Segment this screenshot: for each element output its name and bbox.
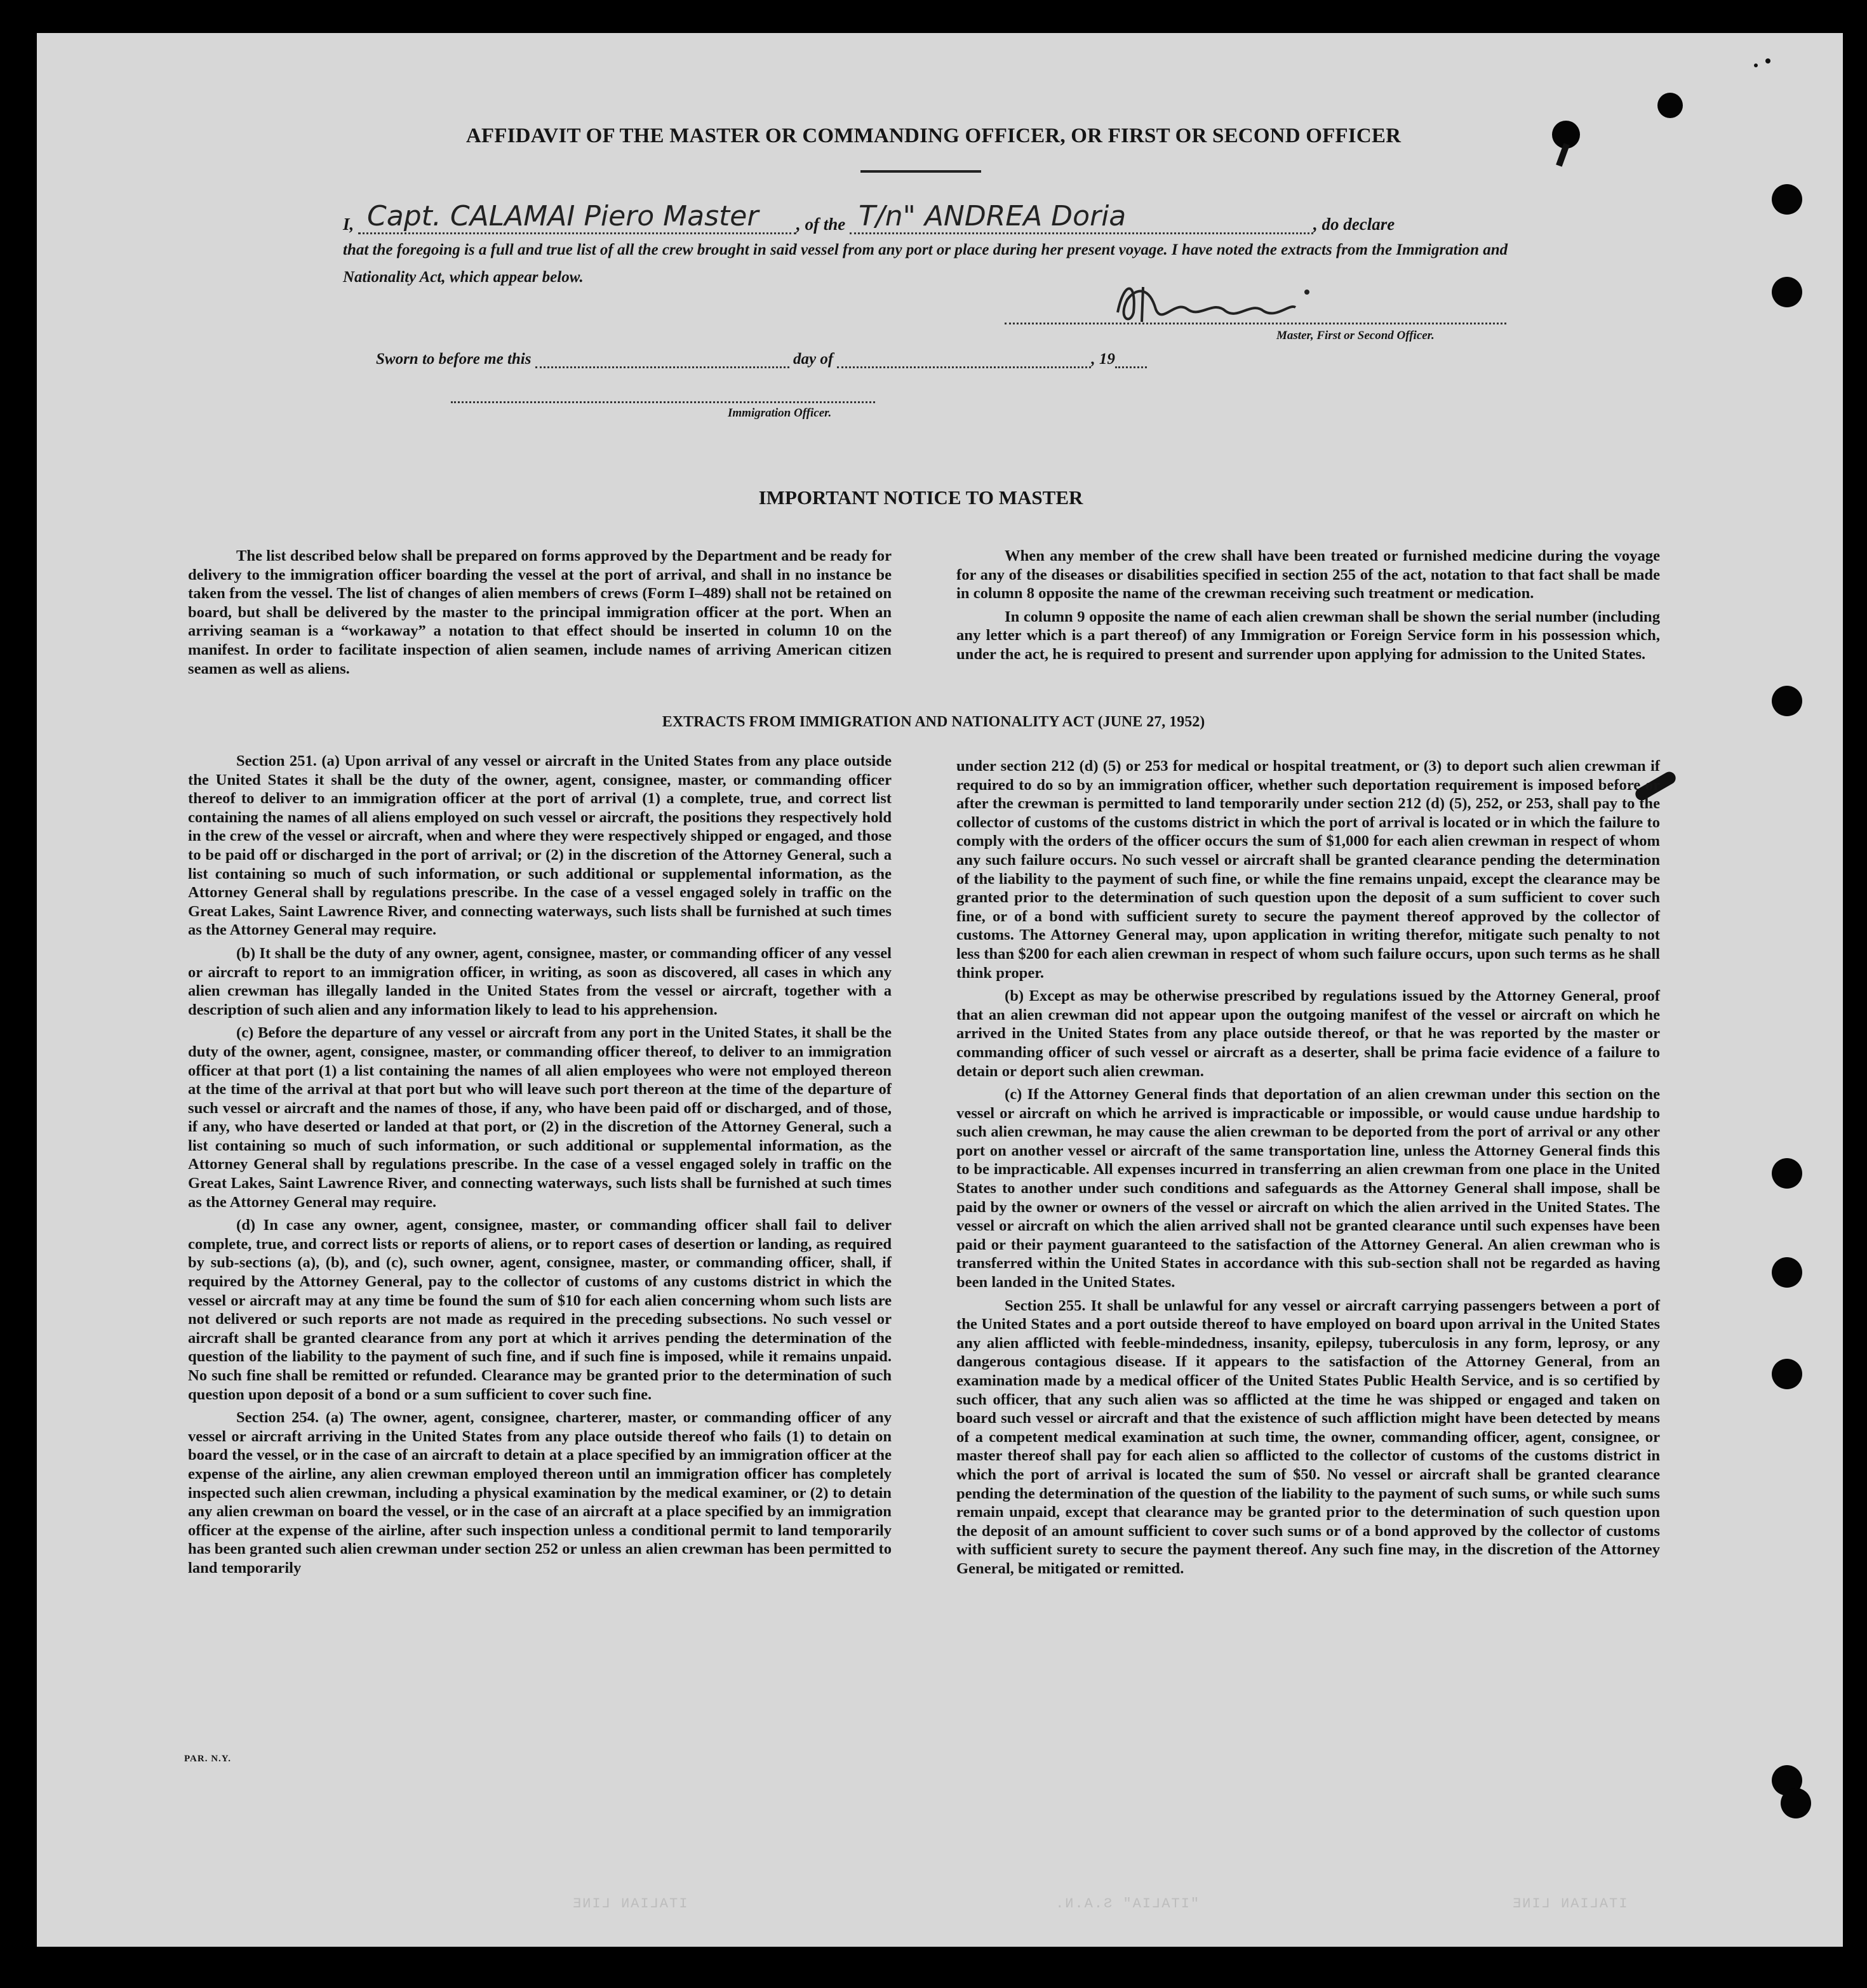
declare-label: , do declare <box>1313 215 1395 234</box>
punch-hole <box>1772 1158 1802 1189</box>
sworn-line <box>376 350 1265 368</box>
declaration-text: that the foregoing is a full and true list of all the crew brought in said vessel from any port or place during her present voyage. I have noted the extracts from the Immigration and Nationality Act, which appear below. <box>343 241 1508 286</box>
print-mark: PAR. N.Y. <box>184 1754 232 1764</box>
vessel-name-field[interactable] <box>850 200 1313 234</box>
declaration-line <box>343 200 1511 234</box>
extracts-left-column <box>188 752 892 1578</box>
ink-mark <box>1754 63 1758 67</box>
notice-heading: IMPORTANT NOTICE TO MASTER <box>758 486 1083 509</box>
master-name-field[interactable] <box>358 200 796 234</box>
punch-hole <box>1772 1257 1802 1288</box>
section-254b: (b) Except as may be otherwise prescribed by regulations issued by the Attorney General, proof that an alien crewman did not appear upon the outgoing manifest of the vessel or aircraft on which he arrived in the United States from any place outside thereof, or that he was reported by the master or commanding officer of such vessel or aircraft as a deserter, shall be prima facie evidence of a failure to detain or deport such alien crewman. <box>956 987 1660 1080</box>
vessel-name-handwritten: T/n" ANDREA Doria <box>859 200 1127 232</box>
day-of-label: day of <box>793 350 834 368</box>
bleed-through-stamp: ITALIAN LINE <box>1511 1896 1628 1912</box>
bleed-through-stamp: "ITALIA" S.A.N. <box>1054 1896 1200 1912</box>
title-divider <box>860 170 981 173</box>
section-254c: (c) If the Attorney General finds that deportation of an alien crewman under this section on the vessel or aircraft on which he arrived is impracticable or impossible, or would cause undue hardship to such alien crewman, he may cause the alien crewman to be deported from the port of arrival or any other port on another vessel or aircraft of the same transportation line, unless the Attorney General finds this to be impracticable. All expenses incurred in transferring an alien crewman from one place in the United States to another under such conditions and safeguards as the Attorney General shall impose, shall be paid by the owner or owners of the vessel or aircraft on which the alien arrived in the United States. The vessel or aircraft on which the alien arrived shall not be granted clearance until such expenses have been paid or their payment guaranteed to the satisfaction of the Attorney General. An alien crewman who is transferred within the United States in accordance with this sub-section shall not be regarded as having been landed in the United States. <box>956 1086 1660 1291</box>
section-251d: (d) In case any owner, agent, consignee, master, or commanding officer shall fail to deliver complete, true, and correct lists or reports of aliens, or to report cases of desertion or landing, as required by sub-sections (a), (b), and (c), such owner, agent, consignee, master, or commanding officer, shall, if required by the Attorney General, pay to the collector of customs of any customs district in which the vessel or aircraft may at any time be found the sum of $10 for each alien concerning whom such lists are not delivered or such reports are not made as required in the preceding subsections. No such vessel or aircraft shall be granted clearance from any port at which it arrives pending the determination of the question of the liability to the payment of such fine, and if such fine is imposed, while it remains unpaid. No such fine shall be remitted or refunded. Clearance may be granted prior to the determination of such question upon deposit of a bond or a sum sufficient to cover such fine. <box>188 1217 892 1403</box>
bleed-through-stamp: ITALIAN LINE <box>572 1896 688 1912</box>
punch-hole <box>1772 184 1802 215</box>
signature-line[interactable] <box>1005 323 1506 324</box>
sworn-day-field[interactable] <box>535 352 789 368</box>
immigration-officer-caption: Immigration Officer. <box>728 406 832 420</box>
year-prefix: , 19 <box>1091 350 1115 368</box>
sworn-month-field[interactable] <box>837 352 1091 368</box>
section-254a: Section 254. (a) The owner, agent, consignee, charterer, master, or commanding officer of any vessel or aircraft arriving in the United States from any place outside thereof who fails (1) to detain on board the vessel, or in the case of an aircraft to detain at a place specified by an immigration officer at the expense of the airline, any alien crewman employed thereon until an immigration officer has completely inspected such alien crewman, including a physical examination by the medical examiner, or (2) to detain any alien crewman on board the vessel, or in the case of an aircraft at a place specified by an immigration officer at the expense of the airline, after such inspection unless a conditional permit to land temporarily has been granted such alien crewman under section 252 or unless an alien crewman has been permitted to land temporarily <box>188 1409 892 1577</box>
notice-right-paragraph: In column 9 opposite the name of each alien crewman shall be shown the serial number (including any letter which is a part thereof) of any Immigration or Foreign Service form in his possession which, under the act, he is required to present and surrender upon applying for admission to the United States. <box>956 608 1660 663</box>
section-251b: (b) It shall be the duty of any owner, agent, consignee, master, or commanding officer of any vessel or aircraft to report to an immigration officer, in writing, as soon as discovered, all cases in which any alien crewman has illegally landed in the United States from the vessel or aircraft, together with a description of such alien and any information likely to lead to his apprehension. <box>188 944 892 1018</box>
extracts-right-column <box>956 757 1660 1578</box>
sworn-prefix: Sworn to before me this <box>376 350 532 368</box>
of-the-label: , of the <box>796 215 846 234</box>
immigration-officer-line[interactable] <box>451 401 875 403</box>
extracts-heading: EXTRACTS FROM IMMIGRATION AND NATIONALITY ACT (JUNE 27, 1952) <box>662 714 1205 730</box>
section-251a: Section 251. (a) Upon arrival of any vessel or aircraft in the United States from any place outside the United States it shall be the duty of the owner, agent, consignee, master, or commanding officer thereof to deliver to an immigration officer at the port of arrival (1) a complete, true, and correct list containing the names of all aliens employed on such vessel or aircraft, the positions they respectively hold in the crew of the vessel or aircraft, when and where they were respectively shipped or engaged, and those to be paid off or discharged in the port of arrival; or (2) in the discretion of the Attorney General, such a list containing so much of such information, or such additional or supplemental information, as the Attorney General shall by regulations prescribe. In the case of a vessel engaged solely in traffic on the Great Lakes, Saint Lawrence River, and connecting waterways, such lists shall be furnished at such times as the Attorney General may require. <box>188 752 892 939</box>
master-name-handwritten: Capt. CALAMAI Piero Master <box>367 200 759 232</box>
notice-left-column <box>188 547 892 678</box>
punch-hole <box>1772 686 1802 716</box>
notice-left-paragraph: The list described below shall be prepared on forms approved by the Department and be ready for delivery to the immigration officer boarding the vessel at the port of arrival, and shall in no instance be taken from the vessel. The list of changes of alien members of crews (Form I–489) shall not be retained on board, but shall be delivered by the master to the principal immigration officer at the port. When an arriving seaman is a “workaway” a notation to that effect should be inserted in column 10 on the manifest. In order to facilitate inspection of alien seamen, include names of arriving American citizen seamen as well as aliens. <box>188 547 892 677</box>
punch-hole <box>1781 1788 1811 1818</box>
section-255: Section 255. It shall be unlawful for any vessel or aircraft carrying passengers between a port of the United States and a port outside thereof to have employed on board upon arrival in the United States any alien afflicted with feeble-mindedness, insanity, epilepsy, tuberculosis in any form, leprosy, or any dangerous contagious disease. If it appears to the satisfaction of the Attorney General, from an examination made by a medical officer of the United States Public Health Service, and is so certified by such officer, that any such alien was so afflicted at the time he was shipped or engaged and taken on board such vessel or aircraft and that the existence of such affliction might have been detected by means of a competent medical examination at such time, the owner, commanding officer, agent, consignee, or master thereof shall pay for each alien so afflicted to the collector of customs of the customs district in which the port of arrival is located the sum of $50. No vessel or aircraft shall be granted clearance pending the determination of the question of the liability to the payment of such sums, or while such sums remain unpaid, except that clearance may be granted prior to the determination of such question upon the deposit of an amount sufficient to cover such sums or of a bond approved by the collector of customs with sufficient surety to secure the payment thereof. Any such fine may, in the discretion of the Attorney General, be mitigated or remitted. <box>956 1297 1660 1577</box>
ink-mark <box>1765 58 1770 63</box>
section-251c: (c) Before the departure of any vessel or aircraft from any port in the United States, it shall be the duty of the owner, agent, consignee, master, or commanding officer thereof, to deliver to an immigration officer at that port (1) a list containing the names of all alien employees who were not employed thereon at the time of the arrival at that port but who will leave such port thereon at the time of the departure of such vessel or aircraft and the names of those, if any, who have been paid off or discharged, and of those, if any, who have deserted or landed at that port, or (2) in the discretion of the Attorney General, such a list containing so much of such information, or such additional or supplemental information, as the Attorney General shall by regulations prescribe. In the case of a vessel engaged solely in traffic on the Great Lakes, Saint Lawrence River, and connecting waterways, such lists shall be furnished at such times as the Attorney General may require. <box>188 1024 892 1211</box>
signature-caption: Master, First or Second Officer. <box>1276 329 1435 342</box>
declaration-prefix: I, <box>343 215 354 234</box>
section-254a-continued: under section 212 (d) (5) or 253 for medical or hospital treatment, or (3) to deport such alien crewman if required to do so by an immigration officer, whether such deportation requirement is imposed before or after the crewman is permitted to land temporarily under section 212 (d) (5), 252, or 253, shall pay to the collector of customs of the customs district in which the port of arrival is located or in which the failure to comply with the orders of the officer occurs the sum of $1,000 for each alien crewman in respect of whom any such failure occurs. No such vessel or aircraft shall be granted clearance pending the determination of the liability to the payment of such fine, or while the fine remains unpaid, except the clearance may be granted prior to the determination of such question upon the deposit of a sum sufficient to cover such fine, or of a bond with sufficient surety to secure the payment thereof approved by the collector of customs. The Attorney General may, upon application in writing therefor, mitigate such penalty to not less than $200 for each alien crewman in respect of whom such failure occurs, upon such terms as he shall think proper. <box>956 757 1660 982</box>
notice-right-column <box>956 547 1660 664</box>
ink-blot <box>1657 93 1683 118</box>
punch-hole <box>1772 277 1802 307</box>
document-title: AFFIDAVIT OF THE MASTER OR COMMANDING OFFICER, OR FIRST OR SECOND OFFICER <box>465 124 1402 147</box>
notice-right-paragraph: When any member of the crew shall have been treated or furnished medicine during the voyage for any of the diseases or disabilities specified in section 255 of the act, notation to that fact shall be made in column 8 opposite the name of the crewman receiving such treatment or medication. <box>956 547 1660 603</box>
sworn-year-field[interactable] <box>1115 352 1147 368</box>
punch-hole <box>1772 1359 1802 1389</box>
